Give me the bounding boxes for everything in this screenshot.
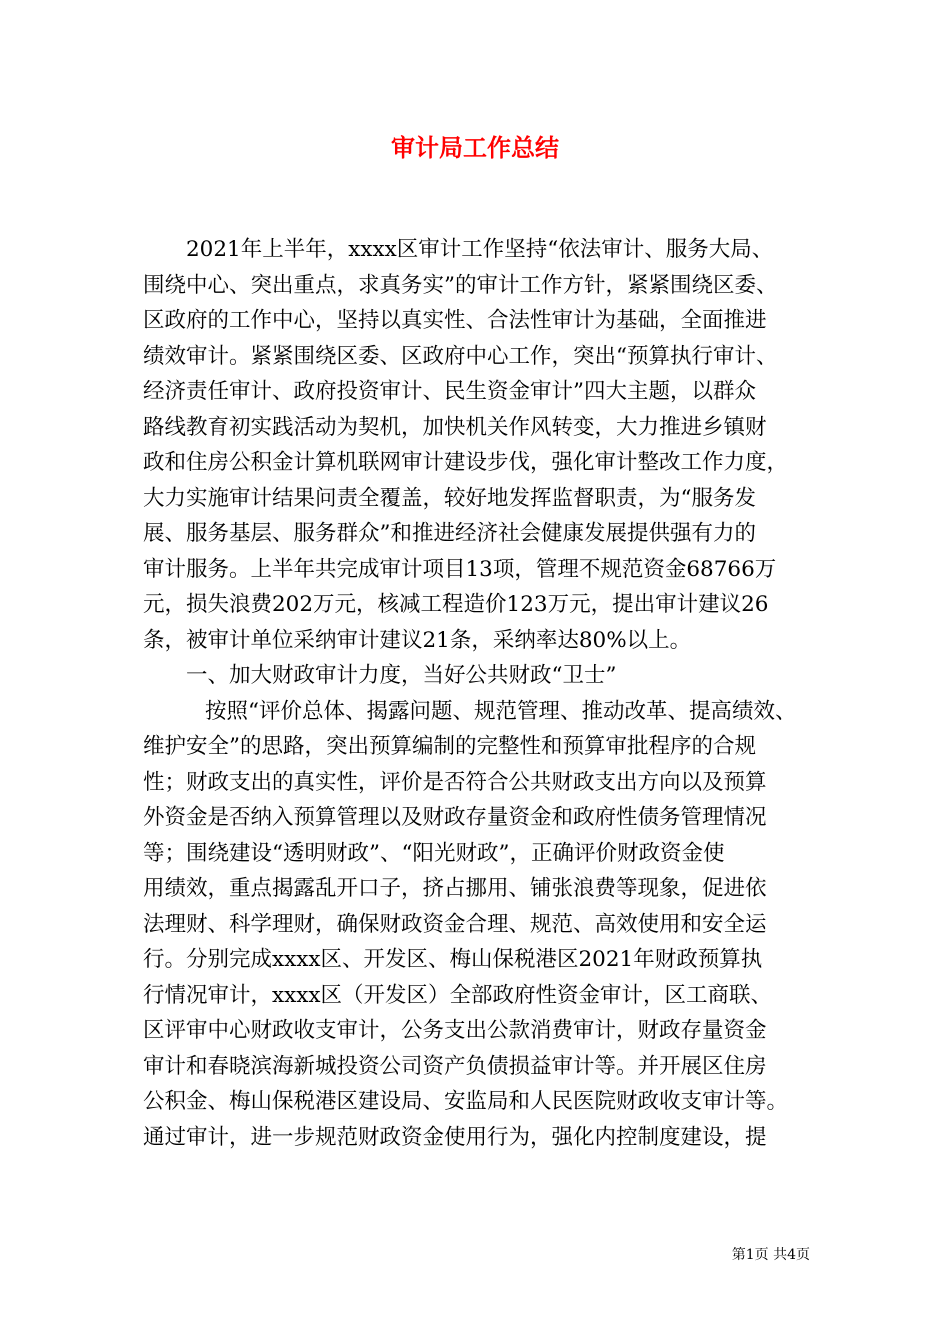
text-line: 大力实施审计结果问责全覆盖，较好地发挥监督职责，为“服务发 <box>143 485 756 511</box>
text-line: 等；围绕建设“透明财政”、“阳光财政”，正确评价财政资金使 <box>143 840 725 866</box>
text-line: 维护安全”的思路，突出预算编制的完整性和预算审批程序的合规 <box>143 734 756 759</box>
text-line: 经济责任审计、政府投资审计、民生资金审计”四大主题，以群众 <box>143 379 756 404</box>
text-line: 通过审计，进一步规范财政资金使用行为，强化内控制度建设，提 <box>143 1124 767 1150</box>
text-line: 按照“评价总体、揭露问题、规范管理、推动改革、提高绩效、 <box>205 698 797 724</box>
text-line: 政和住房公积金计算机联网审计建设步伐，强化审计整改工作力度， <box>143 450 789 475</box>
text-line: 路线教育初实践活动为契机，加快机关作风转变，大力推进乡镇财 <box>143 414 767 440</box>
text-line: 区政府的工作中心，坚持以真实性、合法性审计为基础，全面推进 <box>143 308 767 333</box>
text-line: 展、服务基层、服务群众”和推进经济社会健康发展提供强有力的 <box>143 521 756 546</box>
text-line: 公积金、梅山保税港区建设局、安监局和人民医院财政收支审计等。 <box>143 1089 789 1114</box>
text-line: 审计和春晓滨海新城投资公司资产负债损益审计等。并开展区住房 <box>143 1053 767 1079</box>
text-line: 区评审中心财政收支审计，公务支出公款消费审计，财政存量资金 <box>143 1018 767 1043</box>
text-line: 围绕中心、突出重点，求真务实”的审计工作方针，紧紧围绕区委、 <box>143 272 778 298</box>
text-line: 行情况审计，xxxx区（开发区）全部政府性资金审计，区工商联、 <box>143 982 773 1008</box>
document-title: 审计局工作总结 <box>391 133 559 162</box>
document-body <box>143 232 815 1155</box>
section-heading: 一、加大财政审计力度，当好公共财政“卫士” <box>186 663 617 688</box>
text-line: 用绩效，重点揭露乱开口子，挤占挪用、铺张浪费等现象，促进依 <box>143 876 767 901</box>
text-line: 绩效审计。紧紧围绕区委、区政府中心工作，突出“预算执行审计、 <box>143 343 778 369</box>
text-line: 条，被审计单位采纳审计建议21条，采纳率达80%以上。 <box>143 627 692 653</box>
text-line: 性；财政支出的真实性，评价是否符合公共财政支出方向以及预算 <box>143 769 767 795</box>
text-line: 2021年上半年，xxxx区审计工作坚持“依法审计、服务大局、 <box>186 237 774 262</box>
text-line: 行。分别完成xxxx区、开发区、梅山保税港区2021年财政预算执 <box>143 947 763 972</box>
text-line: 审计服务。上半年共完成审计项目13项，管理不规范资金68766万 <box>143 556 777 582</box>
text-line: 元，损失浪费202万元，核减工程造价123万元，提出审计建议26 <box>143 592 769 617</box>
text-line: 法理财、科学理财，确保财政资金合理、规范、高效使用和安全运 <box>143 911 767 937</box>
page-number-footer: 第1页 共4页 <box>731 1247 810 1263</box>
text-line: 外资金是否纳入预算管理以及财政存量资金和政府性债务管理情况 <box>143 805 767 830</box>
